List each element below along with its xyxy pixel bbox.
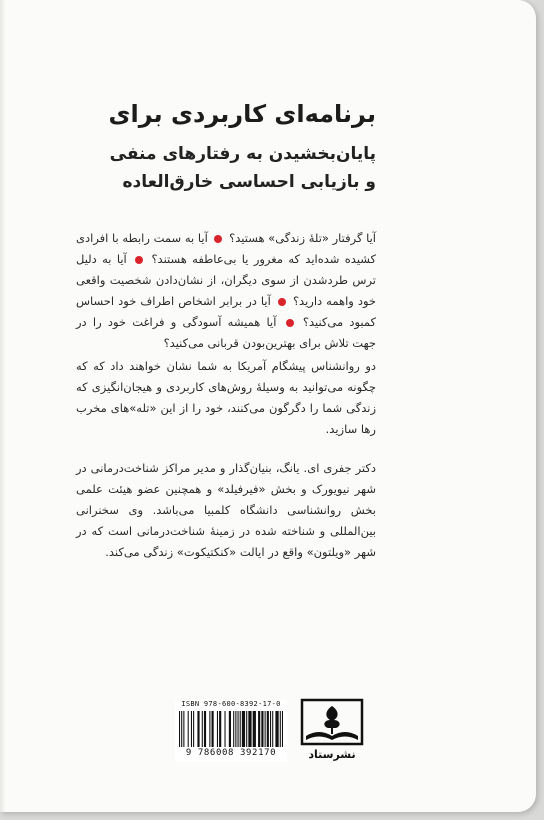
- book-tree-icon: [296, 696, 368, 748]
- barcode-bar: [261, 711, 263, 747]
- barcode-bar: [197, 711, 199, 747]
- barcode-bar: [258, 711, 260, 747]
- barcode-bar: [240, 711, 241, 747]
- barcode-bar: [246, 711, 247, 747]
- author-bio: دکتر جفری ای. یانگ، بنیان‌گذار و مدیر مراکز شناخت‌درمانی در شهر نیویورک و بخش «فیرفیلد» و همچنین عضو هیئت علمی بخش روانشناسی دانشگاه کلمبیا می‌باشد. وی سخنرانی بین‌المللی و شناخته شده در زمینهٔ شناخت‌درمانی است که در شهر «ویلتون» واقع در ایالت «کنکتیکوت» زندگی می‌کند.: [76, 461, 376, 559]
- barcode-bar: [193, 711, 194, 747]
- bullet-dot-icon: [286, 319, 294, 327]
- bullet-dot-icon: [135, 256, 143, 264]
- bullet-dot-icon: [214, 235, 222, 243]
- barcode-bar: [275, 711, 278, 747]
- barcode-bar: [225, 711, 226, 747]
- barcode-bar: [204, 711, 206, 747]
- barcode-bar: [265, 711, 266, 747]
- barcode-bar: [248, 711, 251, 747]
- question-5: آیا همیشه آسودگی و فراغت خود را در جهت تلاش برای بهترین‌بودن قربانی می‌کنید؟: [76, 315, 376, 350]
- book-description: دو روانشناس پیشگام آمریکا به شما نشان خواهند داد که که چگونه می‌توانید به وسیلهٔ روش‌های کاربردی و هیجان‌انگیزی که زندگی شما را دگرگون می‌کنند، خود را از این «تله»های مخرب رها سازید.: [76, 359, 376, 436]
- isbn-barcode: [175, 700, 287, 762]
- barcode-bar: [179, 711, 180, 747]
- barcode-bar: [270, 711, 271, 747]
- barcode-bar: [280, 711, 281, 747]
- barcode-bar: [209, 711, 210, 747]
- publisher-logo: [296, 696, 368, 766]
- isbn-label: ISBN 978-600-8392-17-0: [181, 700, 281, 708]
- barcode-bar: [282, 711, 283, 747]
- question-3: آیا به دلیل ترس طردشدن از سوی دیگران، از نشان‌دادن شخصیت واقعی خود واهمه دارید؟: [76, 252, 377, 308]
- barcode-bars: [179, 711, 283, 747]
- barcode-bar: [235, 711, 236, 747]
- barcode-bar: [183, 711, 184, 747]
- barcode-bar: [181, 711, 182, 747]
- barcode-bar: [191, 711, 192, 747]
- book-subtitle: [76, 140, 376, 196]
- barcode-bar: [188, 711, 189, 747]
- barcode-digits: 9 786008 392170: [185, 748, 277, 758]
- subtitle-line-1: پایان‌بخشیدن به رفتارهای منفی: [109, 144, 376, 164]
- publisher-name: نشرستاد: [308, 748, 356, 761]
- book-title: برنامه‌ای کاربردی برای: [108, 100, 376, 128]
- subtitle-line-2: و بازیابی احساسی خارق‌العاده: [122, 172, 376, 192]
- barcode-bar: [212, 711, 214, 747]
- question-4: آیا در برابر اشخاص اطراف خود احساس کمبود می‌کنید؟: [76, 294, 377, 329]
- barcode-bar: [238, 711, 239, 747]
- barcode-bar: [267, 711, 269, 747]
- barcode-bar: [233, 711, 234, 747]
- barcode-bar: [229, 711, 231, 747]
- barcode-bar: [217, 711, 218, 747]
- bullet-dot-icon: [278, 298, 286, 306]
- intro-questions: [76, 228, 376, 354]
- barcode-bar: [242, 711, 245, 747]
- barcode-bar: [202, 711, 203, 747]
- question-2: آیا به سمت رابطه با افرادی کشیده شده‌اید که مغرور یا بی‌عاطفه هستند؟: [76, 231, 377, 266]
- barcode-bar: [272, 711, 273, 747]
- barcode-bar: [253, 711, 256, 747]
- question-1: آیا گرفتار «تلهٔ زندگی» هستید؟: [229, 231, 377, 245]
- barcode-bar: [219, 711, 221, 747]
